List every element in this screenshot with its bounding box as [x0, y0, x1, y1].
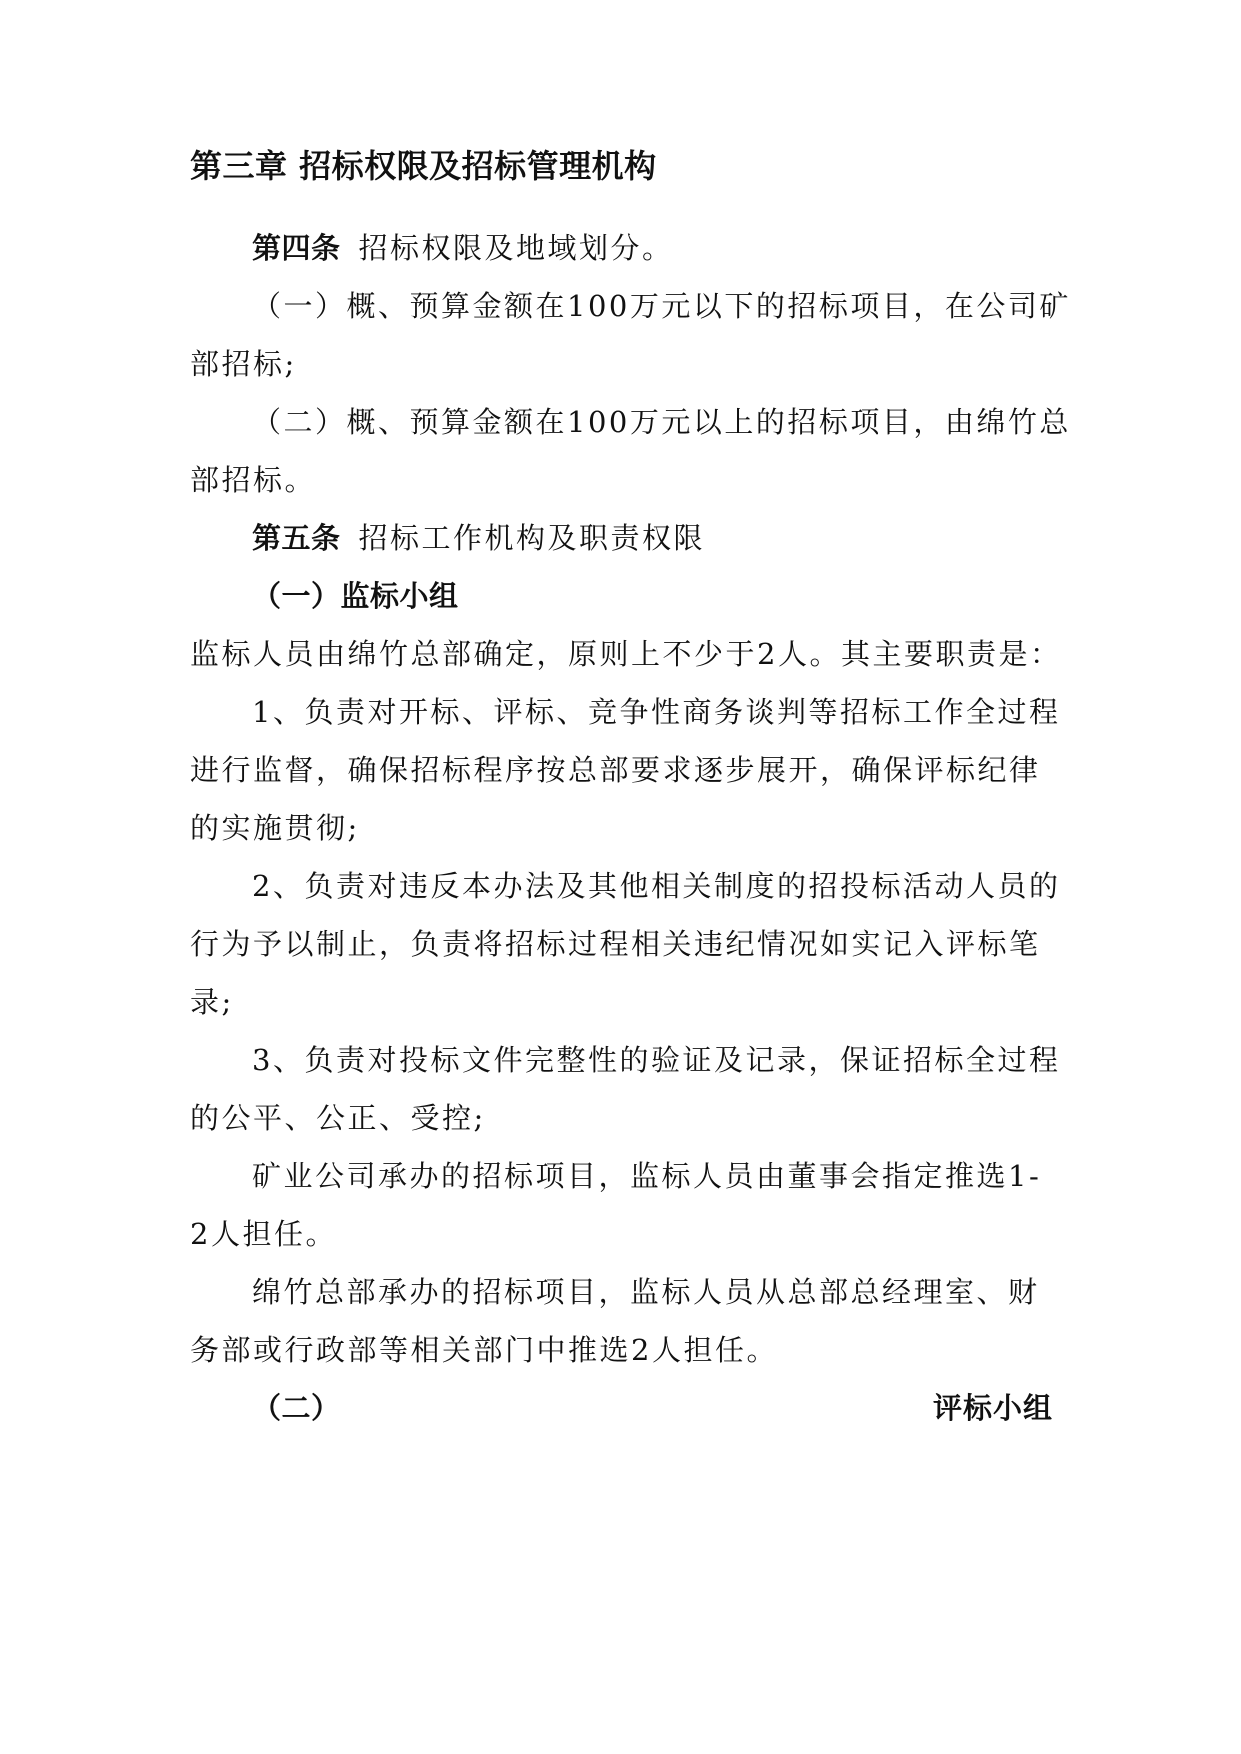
hq-note-line-2: 务部或行政部等相关部门中推选2人担任。 [190, 1333, 778, 1367]
article-5-text: 招标工作机构及职责权限 [358, 521, 706, 555]
hq-note-line-1: 绵竹总部承办的招标项目，监标人员从总部总经理室、财 [252, 1275, 1040, 1309]
mining-note-line-1: 矿业公司承办的招标项目，监标人员由董事会指定推选1- [252, 1159, 1042, 1193]
article-4-text: 招标权限及地域划分。 [358, 231, 674, 265]
duty-1-line-2: 进行监督，确保招标程序按总部要求逐步展开，确保评标纪律 [190, 753, 1041, 787]
article-4 [252, 228, 674, 268]
mining-note-line-2: 2人担任。 [190, 1217, 337, 1251]
item-2-line-2: 部招标。 [190, 463, 317, 497]
duty-2-line-2: 行为予以制止，负责将招标过程相关违纪情况如实记入评标笔 [190, 927, 1041, 961]
duty-3-line-2: 的公平、公正、受控; [190, 1101, 486, 1135]
article-4-label: 第四条 [252, 231, 341, 265]
article-5-label: 第五条 [252, 521, 341, 555]
item-2-line-1: （二）概、预算金额在100万元以上的招标项目，由绵竹总 [252, 405, 1071, 439]
section-1-heading: （一）监标小组 [252, 579, 459, 613]
item-1-line-1: （一）概、预算金额在100万元以下的招标项目，在公司矿 [252, 289, 1071, 323]
duty-2-line-1: 2、负责对违反本办法及其他相关制度的招投标活动人员的 [252, 869, 1061, 903]
section-2-number: （二） [252, 1391, 341, 1425]
duty-2-line-3: 录; [190, 985, 234, 1019]
duty-1-line-3: 的实施贯彻; [190, 811, 360, 845]
section-1-intro: 监标人员由绵竹总部确定，原则上不少于2人。其主要职责是： [190, 637, 1062, 671]
duty-3-line-1: 3、负责对投标文件完整性的验证及记录，保证招标全过程 [252, 1043, 1061, 1077]
article-5 [252, 518, 705, 558]
duty-1-line-1: 1、负责对开标、评标、竞争性商务谈判等招标工作全过程 [252, 695, 1061, 729]
item-1-line-2: 部招标; [190, 347, 297, 381]
section-2-title: 评标小组 [932, 1391, 1053, 1425]
chapter-title: 第三章 招标权限及招标管理机构 [190, 147, 657, 185]
